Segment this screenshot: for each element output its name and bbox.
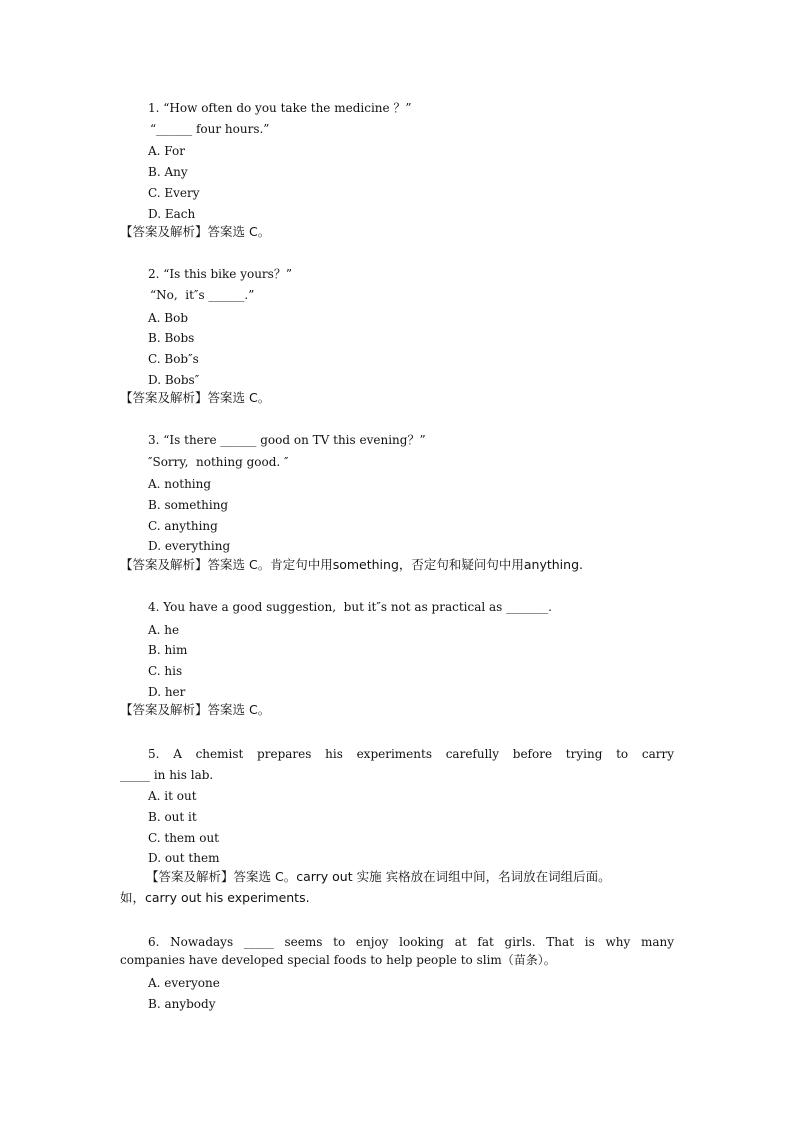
question-2-option-b: B. Bobs	[148, 331, 195, 345]
question-2-option-d: D. Bobs″	[148, 373, 200, 387]
question-3-option-d: D. everything	[148, 539, 231, 553]
question-2-answer: 【答案及解析】答案选 C。	[120, 390, 271, 405]
question-3-answer: 【答案及解析】答案选 C。肯定句中用something，否定句和疑问句中用anything.	[120, 557, 583, 572]
question-5-answer: 【答案及解析】答案选 C。carry out 实施 宾格放在词组中间，名词放在词组后面。	[146, 869, 611, 884]
question-1-option-b: B. Any	[148, 165, 188, 179]
question-6-stem: 6. Nowadays _____ seems to enjoy looking at fat girls. That is why many	[148, 935, 674, 949]
question-6-stem-continued: companies have developed special foods to help people to slim（苗条）。	[120, 953, 556, 967]
question-1-option-d: D. Each	[148, 207, 196, 221]
question-5-option-d: D. out them	[148, 851, 220, 865]
question-1-option-c: C. Every	[148, 186, 200, 200]
question-1-stem: 1. “How often do you take the medicine ？”	[148, 101, 412, 115]
question-2-reply: “No, it″s ______.”	[150, 288, 255, 302]
question-5-option-a: A. it out	[148, 789, 197, 803]
question-2-stem: 2. “Is this bike yours？”	[148, 267, 292, 281]
question-5-option-c: C. them out	[148, 831, 220, 845]
question-1-option-a: A. For	[148, 144, 185, 158]
question-3-option-c: C. anything	[148, 519, 218, 533]
question-4-option-c: C. his	[148, 664, 183, 678]
question-5-stem: 5. A chemist prepares his experiments carefully before trying to carry	[148, 747, 674, 761]
question-4-answer: 【答案及解析】答案选 C。	[120, 702, 271, 717]
question-1-answer: 【答案及解析】答案选 C。	[120, 224, 271, 239]
question-4-stem: 4. You have a good suggestion, but it″s not as practical as _______.	[148, 600, 552, 614]
question-5-option-b: B. out it	[148, 810, 197, 824]
question-4-option-d: D. her	[148, 685, 186, 699]
question-3-stem: 3. “Is there ______ good on TV this evening？”	[148, 433, 426, 447]
question-6-option-a: A. everyone	[148, 976, 220, 990]
question-5-stem-continued: _____ in his lab.	[120, 768, 214, 782]
question-3-option-a: A. nothing	[148, 477, 212, 491]
question-2-option-c: C. Bob″s	[148, 352, 199, 366]
question-5-answer-continued: 如，carry out his experiments.	[120, 890, 310, 905]
question-3-option-b: B. something	[148, 498, 229, 512]
question-3-reply: ″Sorry, nothing good. ″	[148, 455, 289, 469]
question-1-reply: “______ four hours.”	[150, 122, 270, 136]
question-2-option-a: A. Bob	[148, 311, 189, 325]
question-4-option-b: B. him	[148, 643, 188, 657]
question-6-option-b: B. anybody	[148, 997, 216, 1011]
question-4-option-a: A. he	[148, 623, 180, 637]
